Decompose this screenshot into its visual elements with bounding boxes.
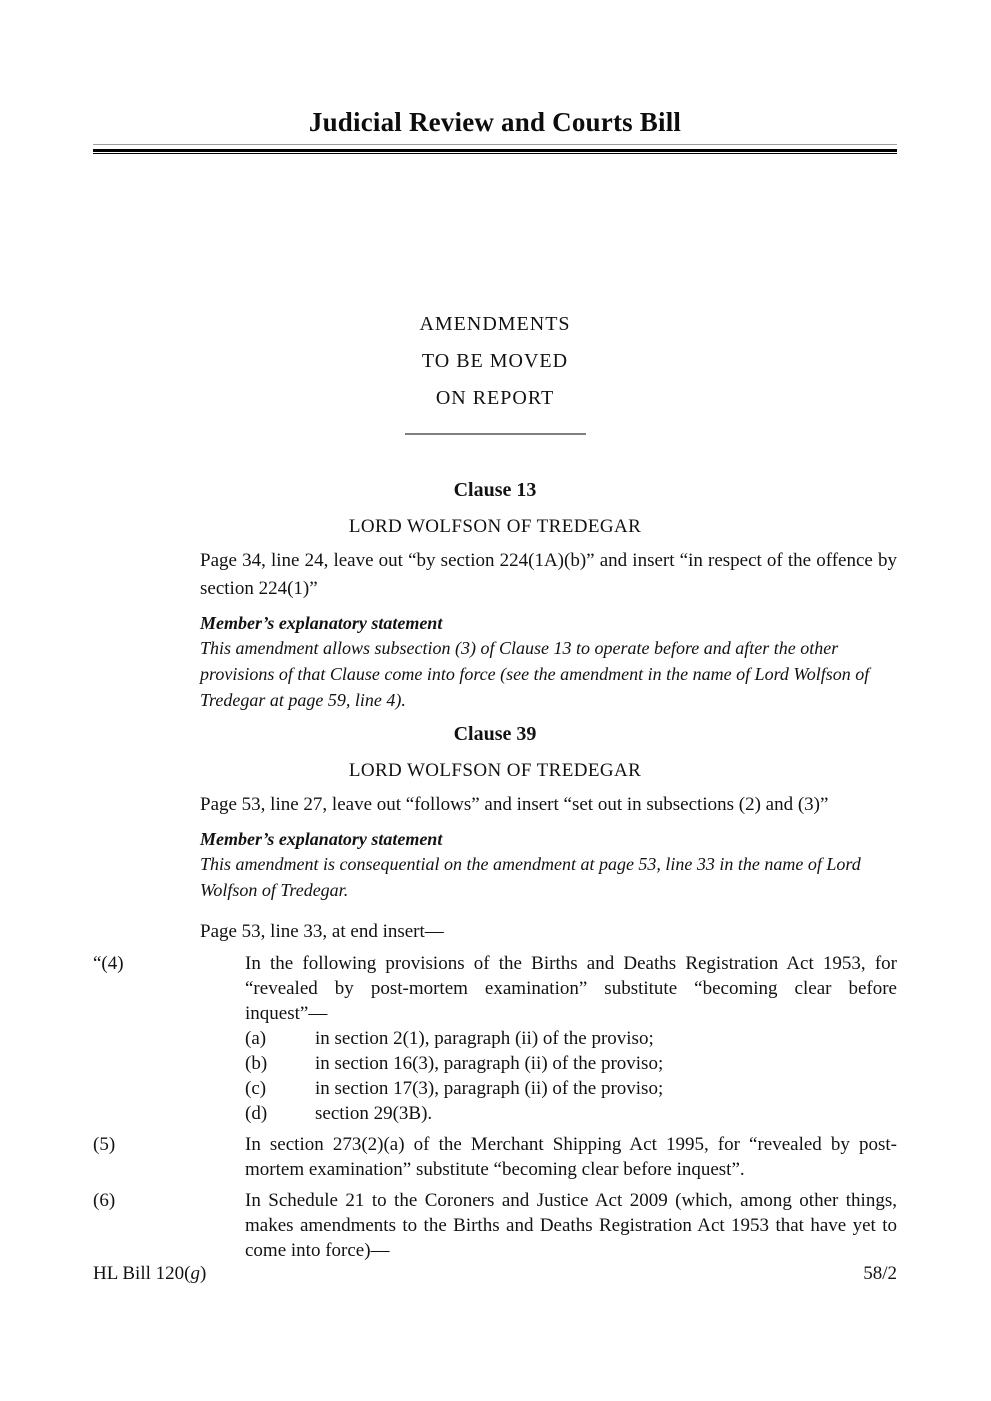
list-item-4 — [93, 951, 897, 1126]
clause-39-heading: Clause 39 — [453, 723, 537, 745]
list-item-5-number: (5) — [93, 1134, 116, 1155]
clause-13-heading: Clause 13 — [453, 479, 537, 501]
clause-39-amendment-2-instruction: Page 53, line 33, at end insert— — [200, 921, 444, 942]
sub-item-c-text: in section 17(3), paragraph (ii) of the proviso; — [315, 1078, 664, 1099]
page-footer — [93, 1262, 897, 1286]
clause-13-explanatory-heading: Member’s explanatory statement — [200, 613, 443, 633]
amendments-heading-line-3: ON REPORT — [435, 387, 555, 409]
clause-39-sponsor: LORD WOLFSON OF TREDEGAR — [348, 760, 642, 781]
list-item-6-text: In Schedule 21 to the Coroners and Justice Act 2009 (which, among other things, makes amendments to the Births and Deaths Registration Act 1953 that have yet to come into force)— — [245, 1190, 897, 1261]
bill-reference-letter: g — [190, 1263, 200, 1284]
clause-13-instruction: Page 34, line 24, leave out “by section 224(1A)(b)” and insert “in respect of the offence by section 224(1)” — [200, 550, 897, 599]
sub-item-a-label: (a) — [245, 1028, 267, 1049]
sub-item-c — [245, 1076, 897, 1101]
amendments-heading-line-1: AMENDMENTS — [419, 313, 571, 335]
bill-reference-suffix: ) — [199, 1263, 207, 1284]
list-item-5 — [93, 1132, 897, 1182]
title-rule-thick — [93, 149, 897, 152]
amendments-heading-line-2: TO BE MOVED — [421, 350, 569, 372]
bill-reference-prefix: HL Bill 120( — [93, 1263, 191, 1284]
clause-13-sponsor: LORD WOLFSON OF TREDEGAR — [348, 516, 642, 537]
bill-title: Judicial Review and Courts Bill — [308, 107, 682, 137]
list-item-6-number: (6) — [93, 1190, 116, 1211]
sub-item-b-label: (b) — [245, 1053, 268, 1074]
sub-item-b-text: in section 16(3), paragraph (ii) of the proviso; — [315, 1053, 664, 1074]
clause-13-explanatory-text: This amendment allows subsection (3) of Clause 13 to operate before and after the other provisions of that Clause come into force (see the amendment in the name of Lord Wolfson of Tredegar at page 59, line 4). — [200, 638, 870, 710]
clause-13-section — [93, 477, 897, 713]
sub-item-c-label: (c) — [245, 1078, 267, 1099]
sub-item-b — [245, 1051, 897, 1076]
sub-item-a — [245, 1026, 897, 1051]
bill-reference — [93, 1262, 206, 1286]
clause-39-explanatory-text: This amendment is consequential on the amendment at page 53, line 33 in the name of Lord Wolfson of Tredegar. — [200, 854, 861, 900]
amendments-heading-block — [93, 306, 897, 435]
sub-item-d-label: (d) — [245, 1103, 268, 1124]
separator-rule — [405, 433, 586, 435]
list-item-6 — [93, 1188, 897, 1263]
list-item-5-text: In section 273(2)(a) of the Merchant Shipping Act 1995, for “revealed by post-mortem examination” substitute “becoming clear before inquest”. — [245, 1134, 897, 1180]
sub-item-d-text: section 29(3B). — [315, 1103, 433, 1124]
list-item-4-number: “(4) — [93, 953, 124, 974]
clause-39-amendment-1-instruction: Page 53, line 27, leave out “follows” and insert “set out in subsections (2) and (3)” — [200, 794, 829, 815]
sub-item-a-text: in section 2(1), paragraph (ii) of the proviso; — [315, 1028, 654, 1049]
title-rule-gray — [93, 144, 897, 145]
sheet-number: 58/2 — [863, 1263, 897, 1284]
list-item-4-text: In the following provisions of the Births and Deaths Registration Act 1953, for “revealed by post-mortem examination” substitute “becoming clear before inquest”— — [245, 953, 897, 1024]
clause-39-section — [93, 721, 897, 1263]
clause-39-explanatory-heading: Member’s explanatory statement — [200, 829, 443, 849]
title-rule-thin — [93, 153, 897, 154]
sub-item-d — [245, 1101, 897, 1126]
